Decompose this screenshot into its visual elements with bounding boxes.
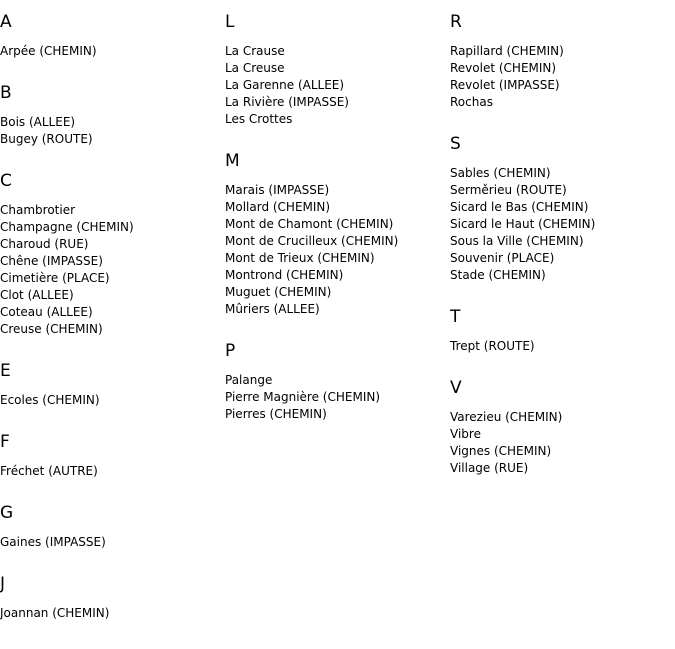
letter-section	[450, 134, 670, 284]
street-name: Sicard le Haut (CHEMIN)	[450, 217, 596, 231]
street-name: Joannan (CHEMIN)	[0, 606, 110, 620]
street-name: Pierre Magnière (CHEMIN)	[225, 390, 381, 404]
street-name: Souvenir (PLACE)	[450, 251, 555, 265]
street-name: Stade (CHEMIN)	[450, 268, 546, 282]
street-name: Village (RUE)	[450, 461, 529, 475]
street-name: Pierres (CHEMIN)	[225, 407, 327, 421]
index-column	[225, 0, 445, 423]
section-letter-heading: G	[0, 503, 14, 523]
street-name: Mont de Chamont (CHEMIN)	[225, 217, 394, 231]
street-name: La Crause	[225, 44, 285, 58]
street-list	[0, 392, 220, 409]
street-list	[0, 114, 220, 148]
street-name: Serměrieu (ROUTE)	[450, 183, 567, 197]
letter-section	[0, 361, 220, 409]
street-list	[0, 605, 220, 622]
street-name: Sables (CHEMIN)	[450, 166, 551, 180]
street-list	[450, 165, 670, 284]
street-name: Chêne (IMPASSE)	[0, 254, 103, 268]
street-name: Arpée (CHEMIN)	[0, 44, 97, 58]
section-letter-heading: C	[0, 171, 12, 191]
street-name: Rapillard (CHEMIN)	[450, 44, 564, 58]
section-letter-heading: M	[225, 151, 240, 171]
street-name: Gaines (IMPASSE)	[0, 535, 106, 549]
street-name: Rochas	[450, 95, 493, 109]
section-letter-heading: A	[0, 12, 12, 32]
street-name: Montrond (CHEMIN)	[225, 268, 344, 282]
letter-section	[0, 171, 220, 338]
section-letter-heading: R	[450, 12, 462, 32]
street-list	[225, 182, 445, 318]
street-name: Mont de Crucilleux (CHEMIN)	[225, 234, 399, 248]
section-letter-heading: V	[450, 378, 462, 398]
index-column	[0, 0, 220, 622]
street-name: Revolet (CHEMIN)	[450, 61, 557, 75]
street-name: Bois (ALLEE)	[0, 115, 76, 129]
letter-section	[450, 378, 670, 477]
street-name: Varezieu (CHEMIN)	[450, 410, 563, 424]
street-name: Revolet (IMPASSE)	[450, 78, 560, 92]
section-letter-heading: J	[0, 574, 6, 594]
street-list	[0, 43, 220, 60]
street-name: Vibre	[450, 427, 481, 441]
street-list	[0, 463, 220, 480]
street-list	[225, 372, 445, 423]
street-list	[450, 43, 670, 111]
street-name: Les Crottes	[225, 112, 293, 126]
section-letter-heading: L	[225, 12, 235, 32]
index-column	[450, 0, 670, 477]
section-letter-heading: T	[450, 307, 461, 327]
street-name: Muguet (CHEMIN)	[225, 285, 332, 299]
section-letter-heading: F	[0, 432, 10, 452]
street-name: Charoud (RUE)	[0, 237, 89, 251]
street-list	[0, 202, 220, 338]
letter-section	[225, 341, 445, 423]
letter-section	[450, 12, 670, 111]
street-name: Mûriers (ALLEE)	[225, 302, 320, 316]
letter-section	[0, 574, 220, 622]
letter-section	[0, 83, 220, 148]
street-name: Cimetière (PLACE)	[0, 271, 110, 285]
street-name: Trept (ROUTE)	[450, 339, 535, 353]
letter-section	[0, 12, 220, 60]
street-list	[450, 409, 670, 477]
street-name: Sous la Ville (CHEMIN)	[450, 234, 584, 248]
letter-section	[450, 307, 670, 355]
street-name: Palange	[225, 373, 273, 387]
street-name: Mollard (CHEMIN)	[225, 200, 331, 214]
letter-section	[0, 503, 220, 551]
street-name: Fréchet (AUTRE)	[0, 464, 98, 478]
street-name: Champagne (CHEMIN)	[0, 220, 134, 234]
street-name: Chambrotier	[0, 203, 76, 217]
street-name: Clot (ALLEE)	[0, 288, 74, 302]
letter-section	[225, 12, 445, 128]
section-letter-heading: B	[0, 83, 12, 103]
street-list	[225, 43, 445, 128]
street-name: Coteau (ALLEE)	[0, 305, 93, 319]
letter-section	[0, 432, 220, 480]
street-list	[450, 338, 670, 355]
street-name: La Garenne (ALLEE)	[225, 78, 345, 92]
section-letter-heading: P	[225, 341, 236, 361]
street-name: Mont de Trieux (CHEMIN)	[225, 251, 375, 265]
section-letter-heading: S	[450, 134, 461, 154]
street-name: Vignes (CHEMIN)	[450, 444, 552, 458]
street-name: La Rivière (IMPASSE)	[225, 95, 349, 109]
street-name: Ecoles (CHEMIN)	[0, 393, 100, 407]
street-name: Creuse (CHEMIN)	[0, 322, 103, 336]
letter-section	[225, 151, 445, 318]
street-name: La Creuse	[225, 61, 285, 75]
street-list	[0, 534, 220, 551]
street-name: Bugey (ROUTE)	[0, 132, 93, 146]
street-name: Marais (IMPASSE)	[225, 183, 330, 197]
section-letter-heading: E	[0, 361, 11, 381]
street-name: Sicard le Bas (CHEMIN)	[450, 200, 589, 214]
